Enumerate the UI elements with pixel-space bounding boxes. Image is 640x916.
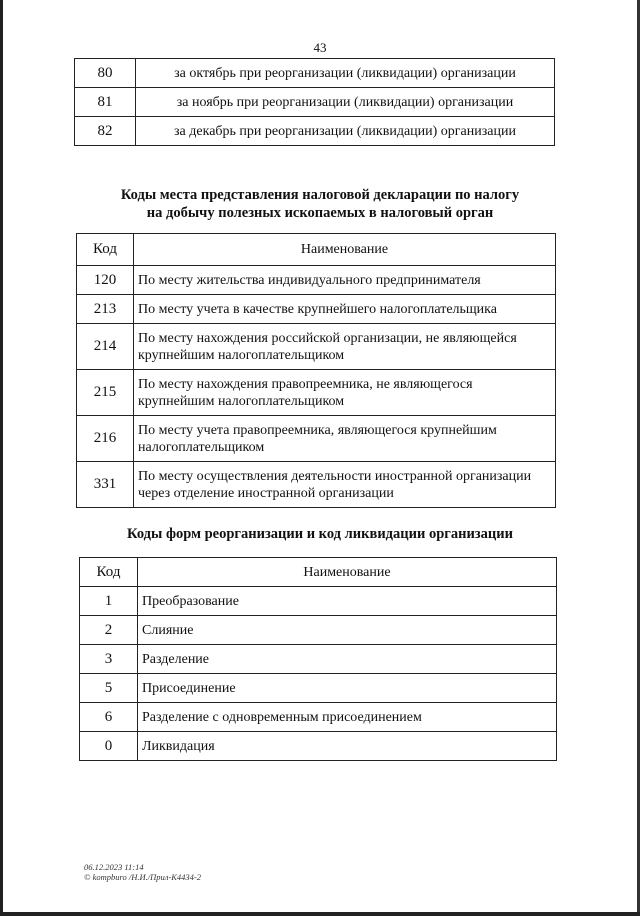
code-cell: 1 — [80, 587, 138, 616]
code-cell: 120 — [77, 266, 134, 295]
column-header-name: Наименование — [134, 234, 556, 266]
table-row — [75, 88, 555, 117]
document-footer — [84, 862, 201, 882]
column-header-code: Код — [80, 558, 138, 587]
name-cell: По месту нахождения правопреемника, не являющегося крупнейшим налогоплательщиком — [134, 370, 556, 416]
column-header-code: Код — [77, 234, 134, 266]
heading-line: на добычу полезных ископаемых в налоговый орган — [146, 205, 494, 221]
table-header-row — [80, 558, 557, 587]
table-row — [77, 266, 556, 295]
scan-edge-left — [0, 0, 3, 916]
scan-edge-bottom — [0, 912, 640, 916]
code-cell: 216 — [77, 416, 134, 462]
table-row — [77, 324, 556, 370]
code-cell: 0 — [80, 732, 138, 761]
code-cell: 2 — [80, 616, 138, 645]
name-cell: за октябрь при реорганизации (ликвидации) организации — [136, 59, 555, 88]
name-cell: Разделение с одновременным присоединением — [138, 703, 557, 732]
code-cell: 215 — [77, 370, 134, 416]
name-cell: По месту учета правопреемника, являющегося крупнейшим налогоплательщиком — [134, 416, 556, 462]
name-cell: Слияние — [138, 616, 557, 645]
table-row — [80, 587, 557, 616]
reorg-codes-table — [79, 557, 557, 761]
table-header-row — [77, 234, 556, 266]
table-row — [77, 370, 556, 416]
name-cell: Преобразование — [138, 587, 557, 616]
code-cell: 331 — [77, 462, 134, 508]
name-cell: Присоединение — [138, 674, 557, 703]
footer-doc-id: © kompburo /Н.И./Прил-К4434-2 — [84, 872, 202, 882]
code-cell: 214 — [77, 324, 134, 370]
name-cell: Разделение — [138, 645, 557, 674]
name-cell: По месту нахождения российской организации, не являющейся крупнейшим налогоплательщиком — [134, 324, 556, 370]
code-cell: 6 — [80, 703, 138, 732]
code-cell: 82 — [75, 117, 136, 146]
table-row — [80, 674, 557, 703]
code-cell: 5 — [80, 674, 138, 703]
column-header-name: Наименование — [138, 558, 557, 587]
name-cell: По месту жительства индивидуального предпринимателя — [134, 266, 556, 295]
name-cell: По месту осуществления деятельности иностранной организации через отделение иностранной организации — [134, 462, 556, 508]
table-row — [80, 616, 557, 645]
table-row — [77, 295, 556, 324]
place-codes-table — [76, 233, 556, 508]
code-cell: 80 — [75, 59, 136, 88]
code-cell: 81 — [75, 88, 136, 117]
page-number: 43 — [313, 40, 327, 55]
section-heading-reorg-codes: Коды форм реорганизации и код ликвидации организации — [127, 526, 513, 542]
table-row — [75, 59, 555, 88]
name-cell: Ликвидация — [138, 732, 557, 761]
section-heading-place-codes — [0, 186, 640, 222]
table-row — [80, 703, 557, 732]
name-cell: за ноябрь при реорганизации (ликвидации) организации — [136, 88, 555, 117]
heading-line: Коды места представления налоговой декларации по налогу — [120, 187, 520, 203]
table-row — [80, 645, 557, 674]
name-cell: за декабрь при реорганизации (ликвидации) организации — [136, 117, 555, 146]
top-table — [74, 58, 555, 146]
table-row — [77, 462, 556, 508]
table-row — [77, 416, 556, 462]
table-row — [80, 732, 557, 761]
name-cell: По месту учета в качестве крупнейшего налогоплательщика — [134, 295, 556, 324]
code-cell: 213 — [77, 295, 134, 324]
footer-timestamp: 06.12.2023 11:14 — [84, 862, 144, 872]
code-cell: 3 — [80, 645, 138, 674]
table-row — [75, 117, 555, 146]
